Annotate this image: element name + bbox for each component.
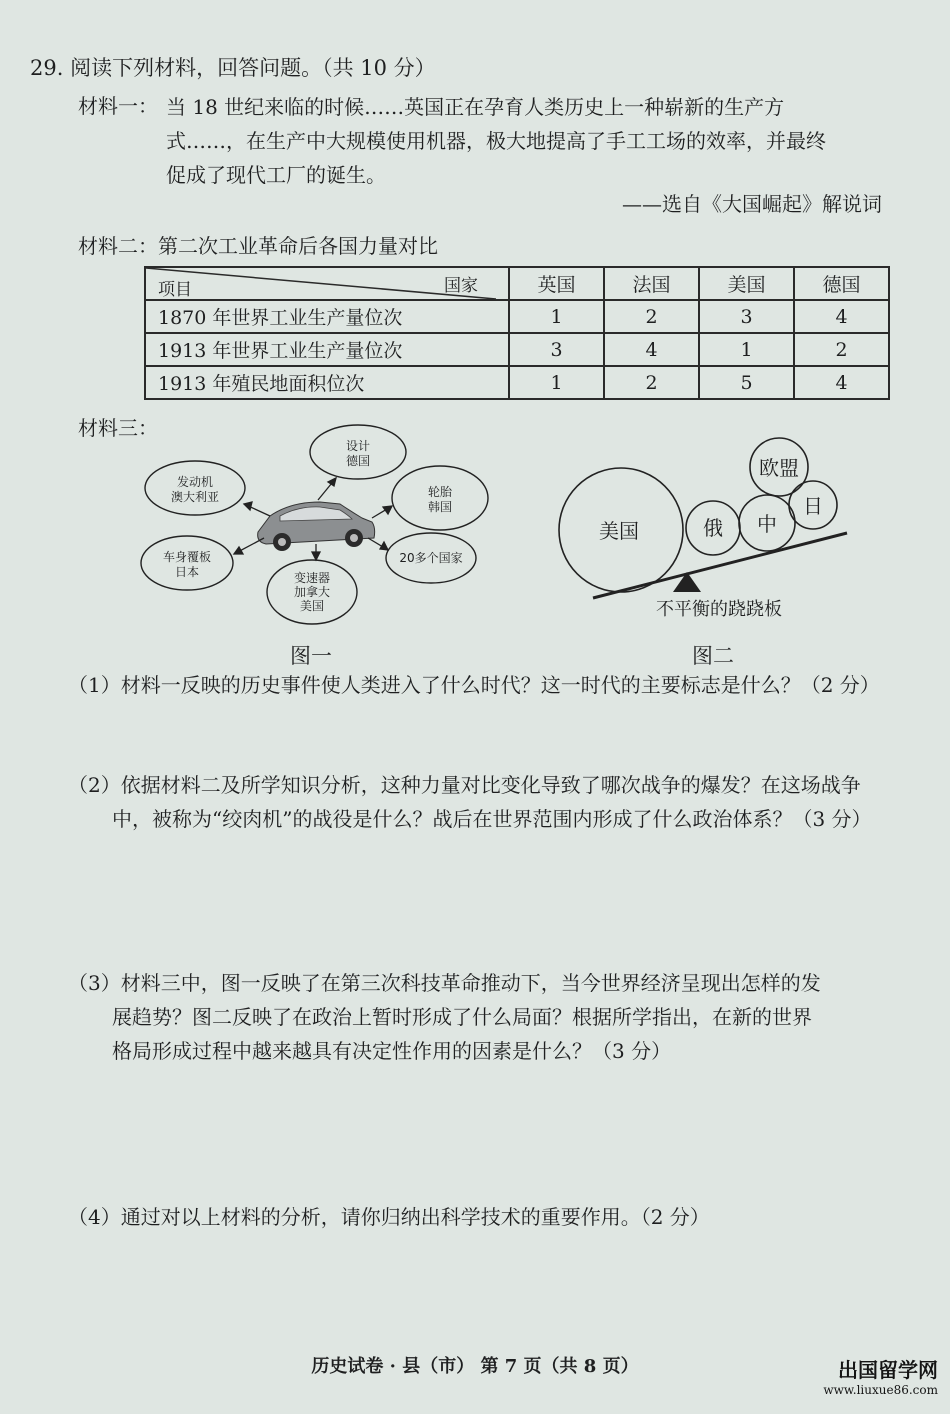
- question-line: 展趋势？图二反映了在政治上暂时形成了什么局面？根据所学指出，在新的世界: [112, 1005, 812, 1029]
- question-line: （2）依据材料二及所学知识分析，这种力量对比变化导致了哪次战争的爆发？在这场战争: [68, 773, 861, 797]
- question-line: （1）材料一反映的历史事件使人类进入了什么时代？这一时代的主要标志是什么？（2 分）: [68, 673, 880, 697]
- table-cell: 2: [794, 333, 889, 366]
- bubble-text: 德国: [345, 454, 371, 468]
- question-line: （4）通过对以上材料的分析，请你归纳出科学技术的重要作用。（2 分）: [68, 1205, 710, 1229]
- table-cell: 4: [794, 366, 889, 399]
- bubble-text: 设计: [345, 439, 371, 453]
- question-line: （3）材料三中，图一反映了在第三次科技革命推动下，当今世界经济呈现出怎样的发: [68, 971, 821, 995]
- circle-label: 日: [803, 494, 823, 518]
- row-label: 1870 年世界工业生产量位次: [145, 300, 509, 333]
- corner-left-label: 项目: [158, 280, 192, 300]
- question-heading: 29. 阅读下列材料，回答问题。（共 10 分）: [30, 56, 436, 80]
- circle-label: 欧盟: [759, 456, 799, 480]
- table-cell: 1: [509, 300, 604, 333]
- figure1-diagram: [140, 420, 520, 630]
- table-cell: 2: [604, 366, 699, 399]
- row-label: 1913 年世界工业生产量位次: [145, 333, 509, 366]
- watermark-url: www.liuxue86.com: [823, 1383, 938, 1397]
- bubble-text: 20多个国家: [399, 551, 463, 565]
- bubble-text: 变速器: [293, 571, 331, 585]
- table-cell: 1: [509, 366, 604, 399]
- bubble-text: 韩国: [427, 500, 453, 514]
- circle-label: 中: [757, 512, 777, 536]
- circle-label: 美国: [599, 519, 639, 543]
- table-row: [145, 300, 889, 333]
- material1-line: 促成了现代工厂的诞生。: [166, 163, 386, 187]
- material1-source: ——选自《大国崛起》解说词: [622, 192, 882, 216]
- bubble-text: 轮胎: [427, 485, 453, 499]
- car-icon: [258, 502, 375, 551]
- table-row: [145, 366, 889, 399]
- table-cell: 5: [699, 366, 794, 399]
- material1-body: [166, 90, 892, 192]
- bubble-text: 发动机: [176, 475, 214, 489]
- material1-label: 材料一：: [78, 94, 158, 118]
- material3-label: 材料三：: [78, 416, 158, 440]
- table-cell: 3: [509, 333, 604, 366]
- bubble-text: 日本: [174, 565, 200, 579]
- sub-question-4: [68, 1200, 892, 1234]
- table-cell: 1: [699, 333, 794, 366]
- column-header: 法国: [604, 267, 699, 300]
- table-cell: 3: [699, 300, 794, 333]
- circle-label: 俄: [703, 516, 723, 540]
- row-label: 1913 年殖民地面积位次: [145, 366, 509, 399]
- column-header: 德国: [794, 267, 889, 300]
- bubble-text: 加拿大: [293, 585, 331, 599]
- table-corner-cell: [145, 267, 509, 300]
- figure2-caption: 图二: [692, 644, 734, 668]
- column-header: 美国: [699, 267, 794, 300]
- material1-line: 式……，在生产中大规模使用机器，极大地提高了手工工场的效率，并最终: [166, 129, 826, 153]
- watermark: [823, 1360, 938, 1400]
- sub-question-2: [68, 768, 892, 836]
- material1-line: 当 18 世纪来临的时候……英国正在孕育人类历史上一种崭新的生产方: [166, 95, 785, 119]
- figure2-diagram: [555, 435, 855, 620]
- industry-table: [144, 266, 890, 400]
- table-row: [145, 333, 889, 366]
- question-line: 格局形成过程中越来越具有决定性作用的因素是什么？（3 分）: [112, 1039, 672, 1063]
- bubble-text: 美国: [299, 599, 325, 613]
- table-cell: 2: [604, 300, 699, 333]
- question-line: 中，被称为“绞肉机”的战役是什么？战后在世界范围内形成了什么政治体系？（3 分）: [112, 807, 872, 831]
- figure1-caption: 图一: [290, 644, 332, 668]
- sub-question-1: [68, 668, 892, 702]
- sub-question-3: [68, 966, 892, 1068]
- bubble-text: 车身覆板: [162, 550, 212, 564]
- material2-label: 材料二：第二次工业革命后各国力量对比: [78, 234, 438, 258]
- seesaw-label: 不平衡的跷跷板: [656, 599, 782, 620]
- corner-right-label: 国家: [444, 276, 478, 296]
- table-cell: 4: [604, 333, 699, 366]
- table-cell: 4: [794, 300, 889, 333]
- page-footer: 历史试卷 · 县（市） 第 7 页（共 8 页）: [311, 1356, 639, 1377]
- bubble-text: 澳大利亚: [170, 490, 220, 504]
- watermark-title: 出国留学网: [838, 1358, 938, 1382]
- table-header-row: [145, 267, 889, 300]
- column-header: 英国: [509, 267, 604, 300]
